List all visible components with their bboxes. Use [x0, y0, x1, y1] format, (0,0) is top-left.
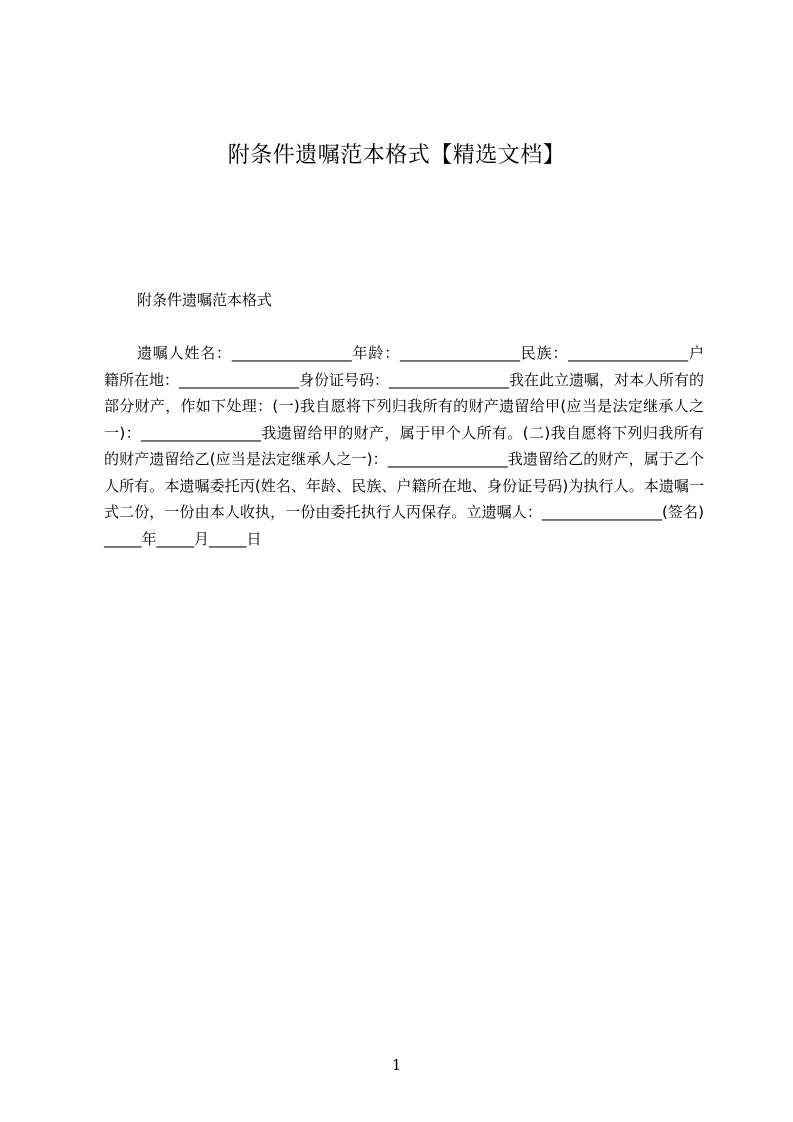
page-number: 1: [391, 1056, 402, 1074]
will-body-paragraph: 遗嘱人姓名：________________年龄：________________民族：________________户籍所在地：________________身份证号码：________________我在此立遗嘱，对本人所有的部分财产，作如下处理：(一)我自愿将下列归我所有的财产遗留给甲(应当是法定继承人之一)：________________我遗留给甲的财产，属于甲个人所有。(二)我自愿将下列归我所有的财产遗留给乙(应当是法定继承人之一)：________________我遗留给乙的财产，属于乙个人所有。本遗嘱委托丙(姓名、年龄、民族、户籍所在地、身份证号码)为执行人。本遗嘱一式二份，一份由本人收执，一份由委托执行人丙保存。立遗嘱人：________________(签名)_____年_____月_____日: [104, 344, 705, 548]
page-title: 附条件遗嘱范本格式【精选文档】: [227, 143, 566, 168]
document-subtitle: 附条件遗嘱范本格式: [137, 291, 273, 309]
